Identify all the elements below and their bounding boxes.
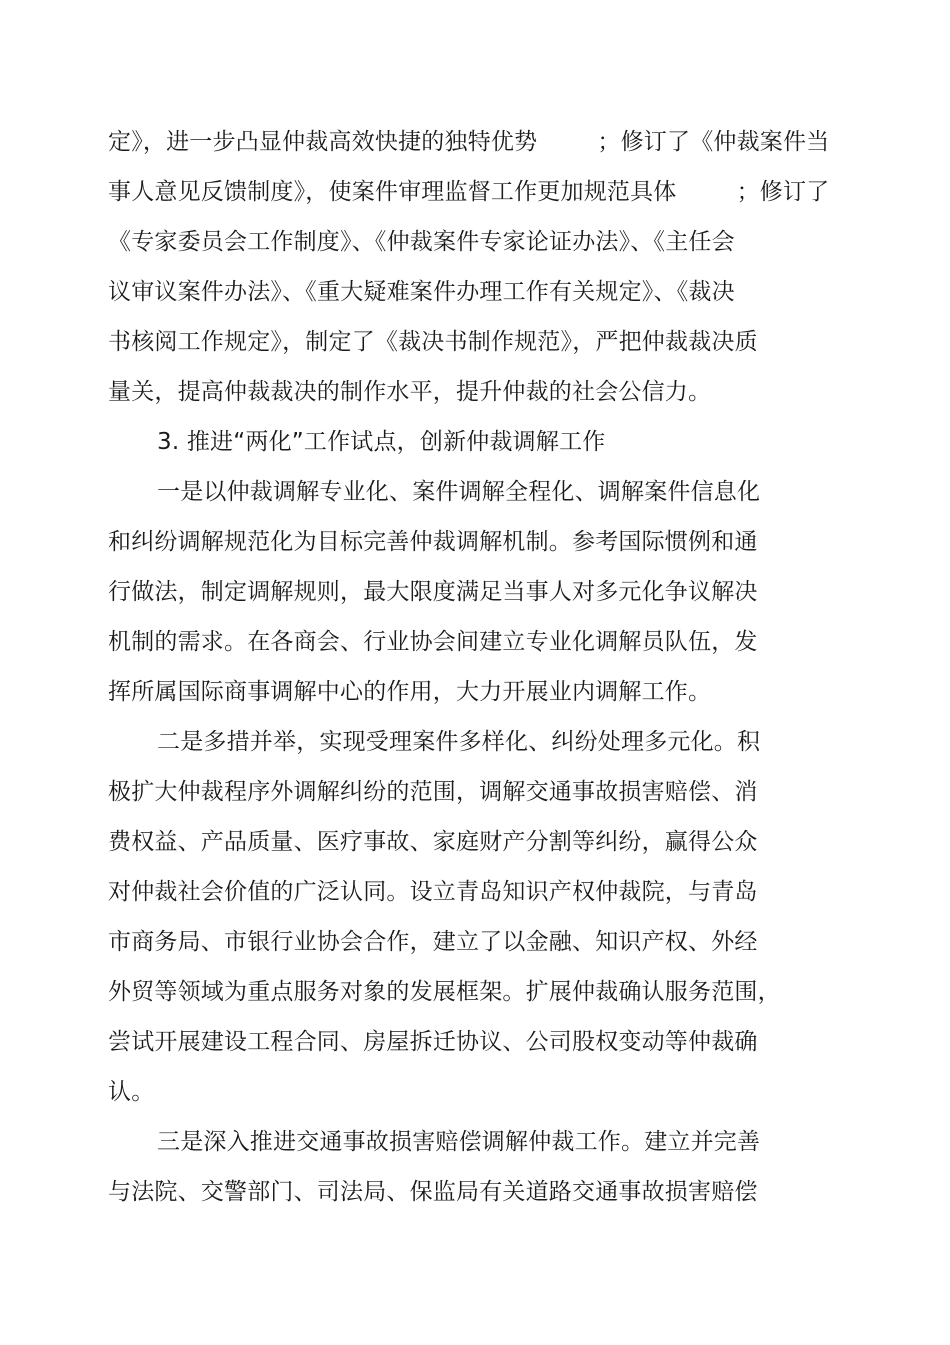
text-line: 认。 xyxy=(108,1079,155,1105)
text-line: 事人意见反馈制度》，使案件审理监督工作更加规范具体 ；修订了 xyxy=(108,179,830,205)
text-line: 定》，进一步凸显仲裁高效快捷的独特优势 ；修订了《仲裁案件当 xyxy=(108,129,830,155)
text-line: 与法院、交警部门、司法局、保监局有关道路交通事故损害赔偿 xyxy=(108,1179,758,1205)
text-line: 《专家委员会工作制度》、《仲裁案件专家论证办法》、《主任会 xyxy=(108,229,735,255)
text-line: 二是多措并举，实现受理案件多样化、纠纷处理多元化。积 xyxy=(157,729,761,755)
text-line: 一是以仲裁调解专业化、案件调解全程化、调解案件信息化 xyxy=(157,479,761,505)
text-line: 和纠纷调解规范化为目标完善仲裁调解机制。参考国际惯例和通 xyxy=(108,529,758,555)
text-line: 三是深入推进交通事故损害赔偿调解仲裁工作。建立并完善 xyxy=(157,1129,761,1155)
text-line: 机制的需求。在各商会、行业协会间建立专业化调解员队伍，发 xyxy=(108,629,758,655)
text-line: 书核阅工作规定》，制定了《裁决书制作规范》，严把仲裁裁决质 xyxy=(108,329,758,355)
text-line: 费权益、产品质量、医疗事故、家庭财产分割等纠纷，赢得公众 xyxy=(108,829,758,855)
text-line: 挥所属国际商事调解中心的作用，大力开展业内调解工作。 xyxy=(108,679,712,705)
text-line: 尝试开展建设工程合同、房屋拆迁协议、公司股权变动等仲裁确 xyxy=(108,1029,758,1055)
text-line: 对仲裁社会价值的广泛认同。设立青岛知识产权仲裁院，与青岛 xyxy=(108,879,758,905)
text-line: 外贸等领域为重点服务对象的发展框架。扩展仲裁确认服务范围， xyxy=(108,979,781,1005)
text-line: 市商务局、市银行业协会合作，建立了以金融、知识产权、外经 xyxy=(108,929,758,955)
text-line: 议审议案件办法》、《重大疑难案件办理工作有关规定》、《裁决 xyxy=(108,279,735,305)
text-line: 行做法，制定调解规则，最大限度满足当事人对多元化争议解决 xyxy=(108,579,758,605)
text-line: 极扩大仲裁程序外调解纠纷的范围，调解交通事故损害赔偿、消 xyxy=(108,779,758,805)
text-line: 量关，提高仲裁裁决的制作水平，提升仲裁的社会公信力。 xyxy=(108,379,712,405)
section-heading: 3. 推进“两化”工作试点，创新仲裁调解工作 xyxy=(157,429,606,455)
